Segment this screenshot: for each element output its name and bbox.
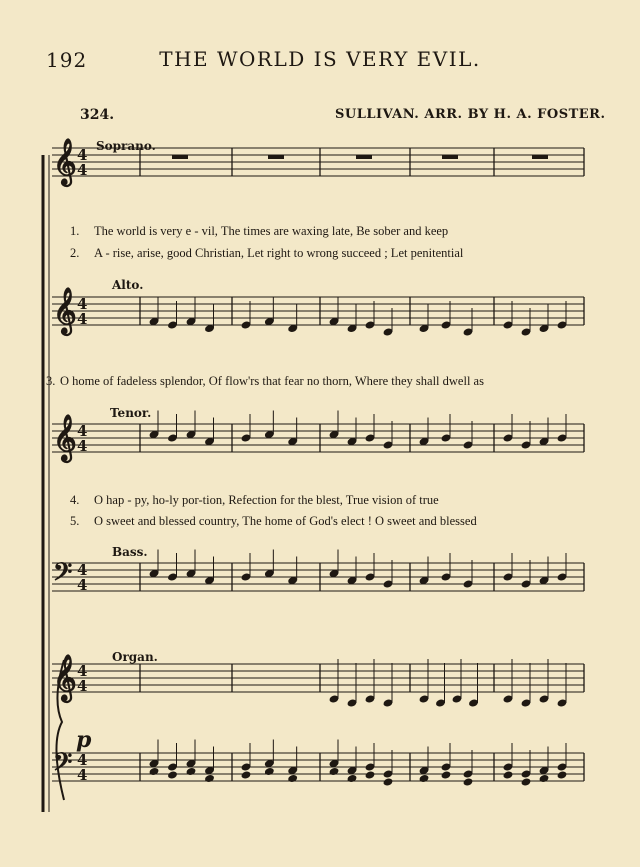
- whole-rest: [356, 155, 372, 159]
- time-signature-bottom: 4: [77, 677, 88, 695]
- time-signature-top: 4: [77, 561, 88, 579]
- verse-5-number: 5.: [70, 514, 80, 528]
- time-signature-top: 4: [77, 662, 88, 680]
- note-head: [264, 767, 275, 776]
- verse-2-text: A - rise, arise, good Christian, Let right to wrong succeed ; Let penitential: [94, 246, 464, 260]
- note-head: [419, 774, 430, 783]
- bass-label: Bass.: [112, 545, 148, 559]
- treble-clef: 𝄞: [53, 287, 77, 334]
- verse-5-text: O sweet and blessed country, The home of God's elect ! O sweet and blessed: [94, 514, 477, 528]
- verse-1-number: 1.: [70, 224, 80, 238]
- time-signature-bottom: 4: [77, 576, 88, 594]
- verse-3-text: O home of fadeless splendor, Of flow'rs that fear no thorn, Where they shall dwell as: [60, 374, 484, 388]
- treble-clef: 𝄞: [53, 138, 77, 185]
- bass-clef: 𝄢: [53, 558, 73, 593]
- soprano-label: Soprano.: [96, 139, 156, 153]
- note-head: [383, 777, 394, 786]
- treble-clef: 𝄞: [53, 414, 77, 461]
- time-signature-bottom: 4: [77, 310, 88, 328]
- whole-rest: [268, 155, 284, 159]
- verse-2-number: 2.: [70, 246, 80, 260]
- note-head: [186, 767, 197, 776]
- hymn-number: 324.: [80, 107, 115, 123]
- whole-rest: [172, 155, 188, 159]
- time-signature-bottom: 4: [77, 161, 88, 179]
- note-head: [241, 770, 252, 779]
- time-signature-top: 4: [77, 422, 88, 440]
- bass-clef: 𝄢: [53, 748, 73, 783]
- alto-label: Alto.: [112, 278, 144, 292]
- note-head: [329, 767, 340, 776]
- composer-credit: SULLIVAN. ARR. BY H. A. FOSTER.: [335, 107, 606, 122]
- note-head: [557, 770, 568, 779]
- note-head: [204, 774, 215, 783]
- organ-label: Organ.: [112, 650, 158, 664]
- note-head: [365, 770, 376, 779]
- note-head: [503, 770, 514, 779]
- time-signature-top: 4: [77, 295, 88, 313]
- dynamic-marking: p: [76, 727, 92, 753]
- note-head: [287, 774, 298, 783]
- whole-rest: [532, 155, 548, 159]
- time-signature-bottom: 4: [77, 766, 88, 784]
- note-head: [347, 774, 358, 783]
- time-signature-top: 4: [77, 751, 88, 769]
- note-head: [463, 777, 474, 786]
- note-head: [539, 774, 550, 783]
- whole-rest: [442, 155, 458, 159]
- tenor-label: Tenor.: [110, 406, 152, 420]
- note-head: [167, 770, 178, 779]
- note-head: [149, 767, 160, 776]
- verse-1-text: The world is very e - vil, The times are waxing late, Be sober and keep: [94, 224, 449, 238]
- verse-4-text: O hap - py, ho-ly por-tion, Refection for the blest, True vision of true: [94, 493, 439, 507]
- page-number: 192: [46, 48, 88, 72]
- treble-clef: 𝄞: [53, 654, 77, 701]
- note-head: [441, 770, 452, 779]
- verse-3-number: 3.: [46, 374, 56, 388]
- page-title: THE WORLD IS VERY EVIL.: [159, 47, 481, 71]
- time-signature-top: 4: [77, 146, 88, 164]
- verse-4-number: 4.: [70, 493, 80, 507]
- time-signature-bottom: 4: [77, 437, 88, 455]
- note-head: [521, 777, 532, 786]
